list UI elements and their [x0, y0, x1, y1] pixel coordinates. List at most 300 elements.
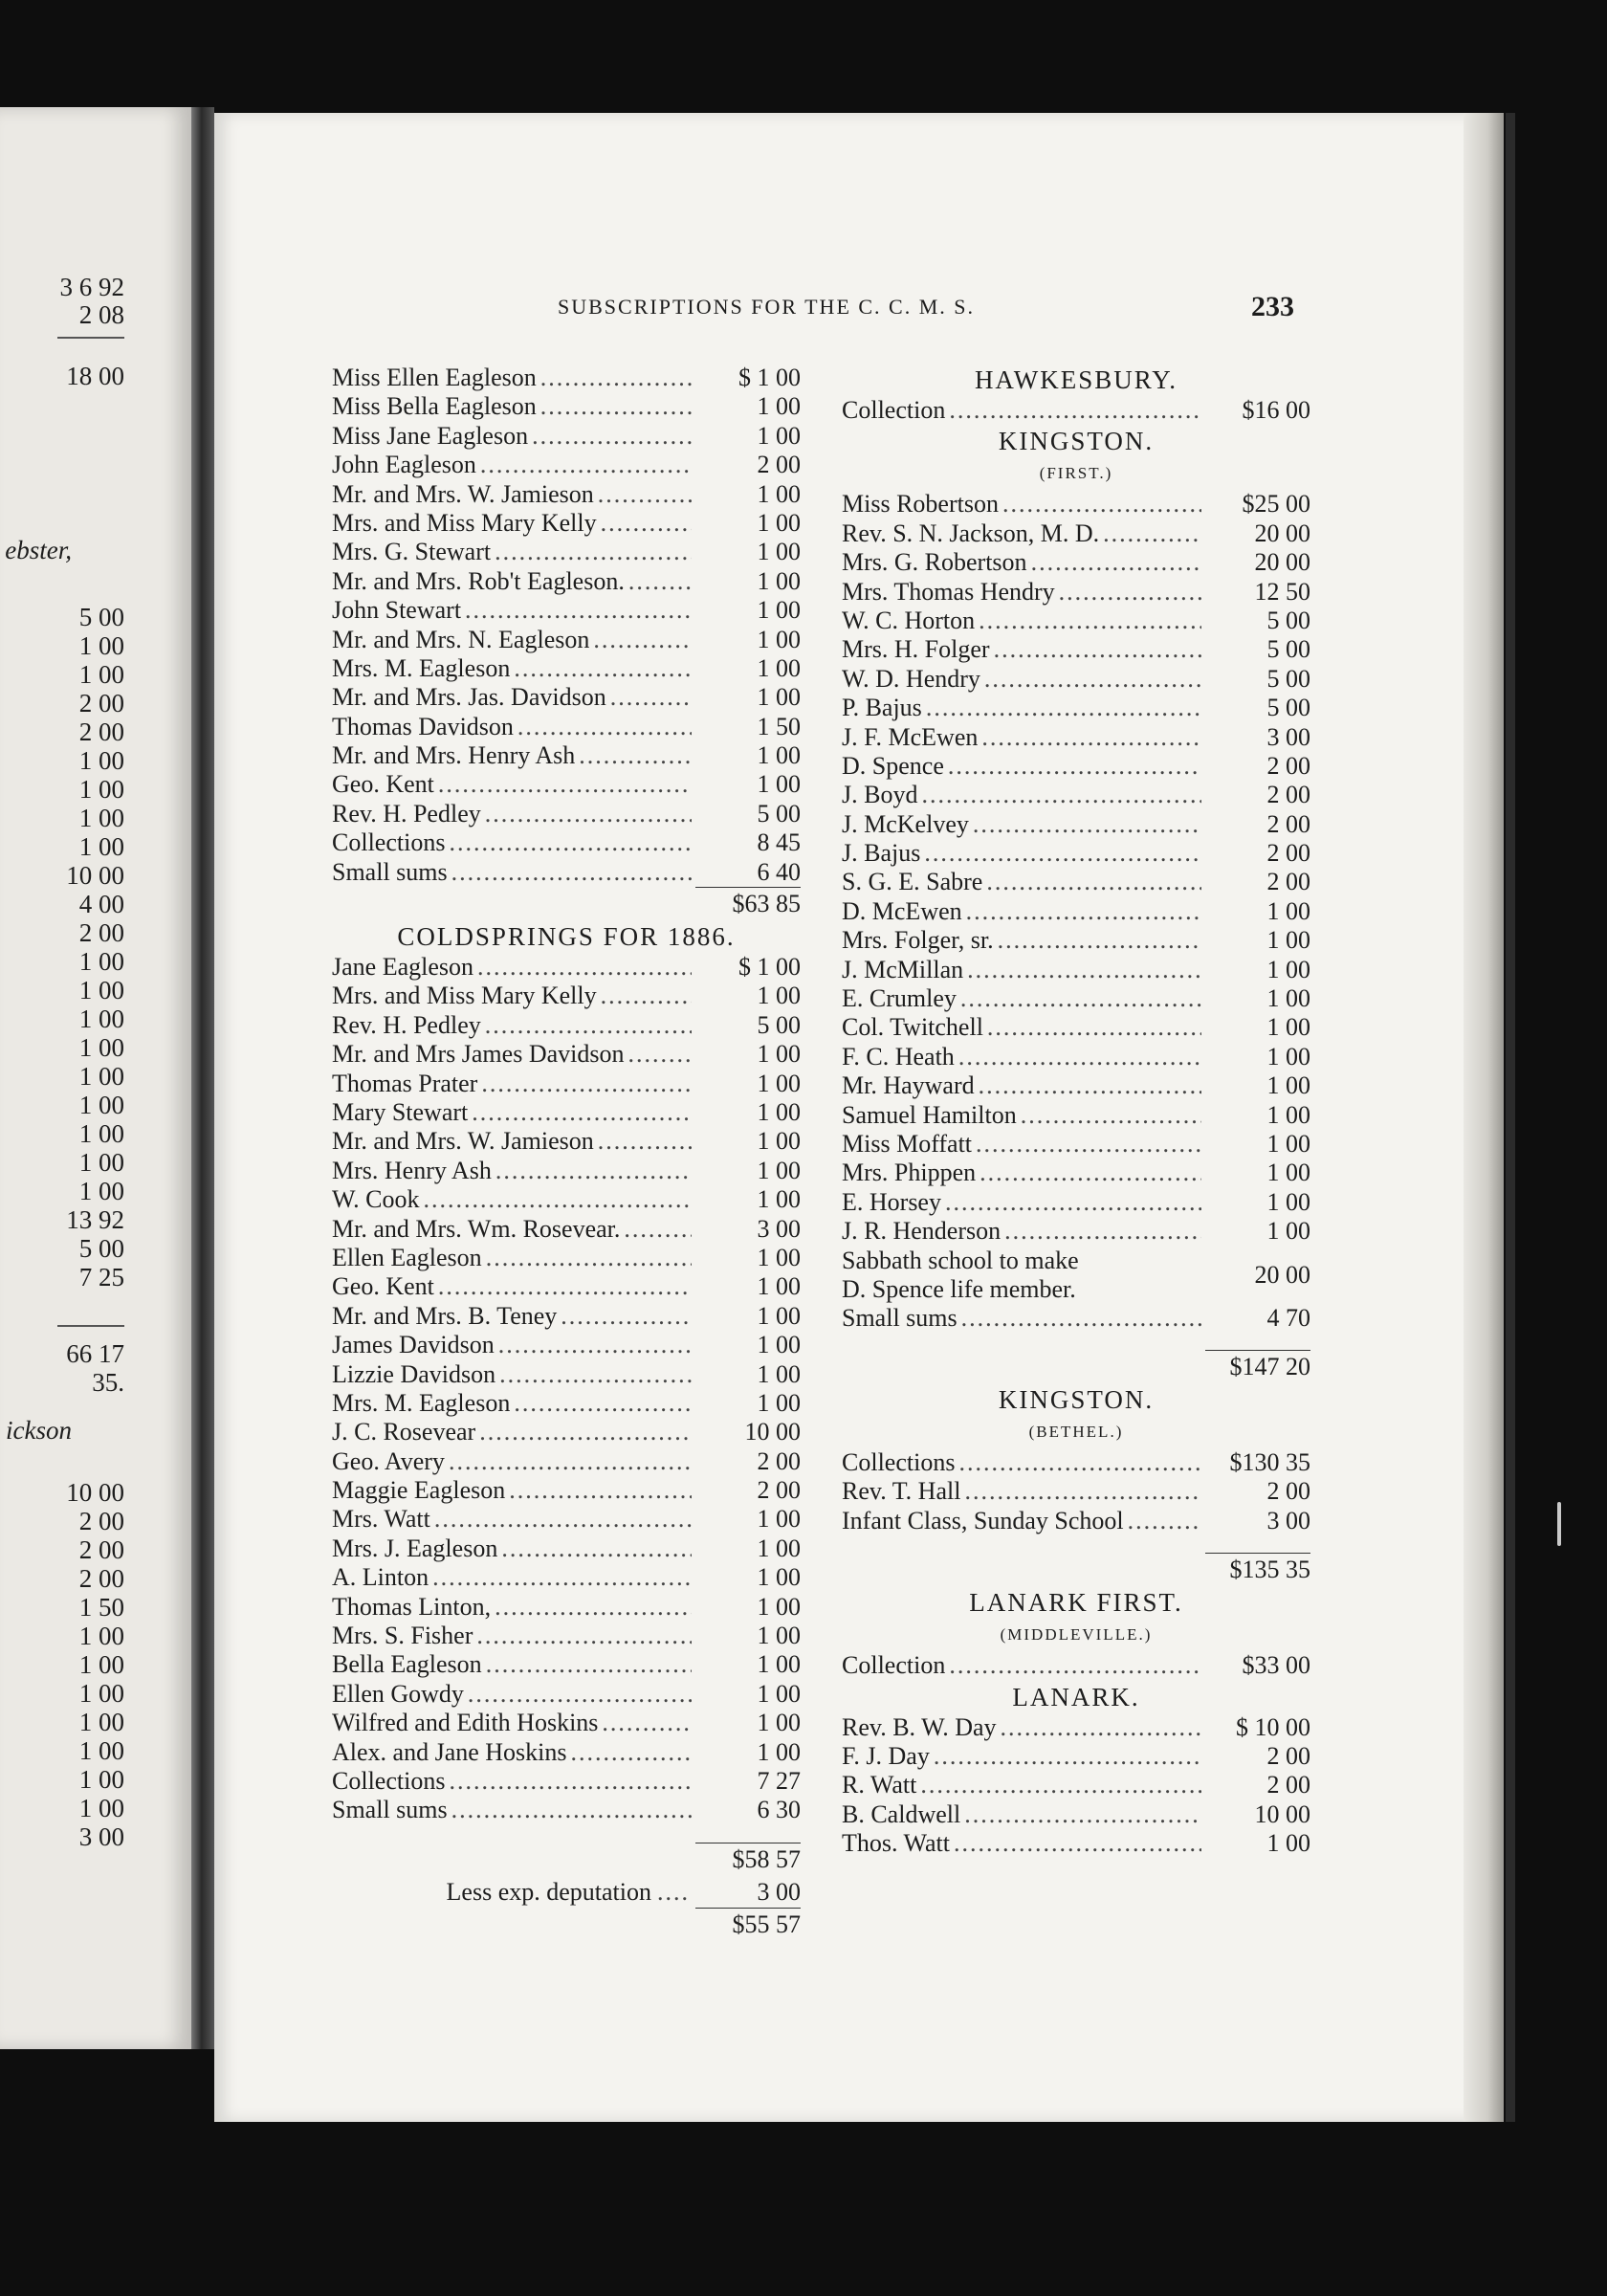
subscription-entry [842, 752, 1310, 781]
subscription-entry [332, 1389, 801, 1418]
subscription-entry [842, 1013, 1310, 1042]
left-page-line: 4 00 [78, 890, 124, 918]
subscription-entry [332, 1302, 801, 1331]
lanark-first-list [842, 1651, 1310, 1680]
subscription-entry [332, 800, 801, 828]
subscription-entry [842, 781, 1310, 809]
right-column [842, 364, 1310, 1858]
entry-name: Mrs. Watt [332, 1505, 430, 1534]
subscription-entry [332, 858, 801, 887]
entry-amount: 2 00 [757, 451, 801, 479]
subscription-entry [842, 607, 1310, 635]
entry-name: Small sums [332, 1796, 448, 1824]
entry-name: W. C. Horton [842, 606, 976, 634]
left-page-line: ebster, [5, 536, 72, 564]
subscription-entry [332, 1447, 801, 1476]
kingston-bethel-list [842, 1448, 1310, 1535]
left-page-line: 2 00 [78, 1535, 124, 1564]
subscription-entry [332, 1650, 801, 1679]
entry-name: Mrs. Folger, sr. [842, 926, 994, 955]
entry-amount: 1 00 [757, 1185, 801, 1214]
entry-name: A. Linton [332, 1563, 429, 1592]
left-page-line: 1 00 [78, 1622, 124, 1650]
subscription-entry [332, 1040, 801, 1069]
subscription-entry [332, 1767, 801, 1796]
kingston-bethel-heading: KINGSTON. [998, 1384, 1155, 1414]
left-page-line: 1 00 [78, 1794, 124, 1822]
entry-name: J. McKelvey [842, 809, 969, 838]
entry-amount: 1 00 [757, 1709, 801, 1737]
entry-amount: 1 00 [757, 1040, 801, 1069]
kingston-bethel-subheading: (BETHEL.) [1028, 1422, 1124, 1441]
less-deputation-row: Less exp. deputation .... 3 00 [332, 1876, 801, 1909]
entry-amount: $130 35 [1229, 1447, 1310, 1476]
left-page-line: 1 00 [78, 832, 124, 861]
entry-amount: 2 00 [757, 1476, 801, 1505]
left-page-line: 1 00 [78, 746, 124, 775]
entry-name: Mrs. H. Folger [842, 635, 990, 664]
left-page-line: 18 00 [66, 362, 124, 390]
left-page-line: 2 00 [78, 689, 124, 718]
subscription-entry [332, 509, 801, 538]
left-page-line: 2 00 [78, 1564, 124, 1593]
entry-amount: 1 00 [757, 1505, 801, 1534]
lanark-list [842, 1713, 1310, 1859]
left-page-line: 1 00 [78, 1148, 124, 1177]
entry-name: J. F. McEwen [842, 722, 979, 751]
subscription-entry [842, 723, 1310, 752]
entry-name: Alex. and Jane Hoskins [332, 1737, 567, 1766]
left-page-line: 1 00 [78, 1650, 124, 1679]
left-page-line: 1 00 [78, 804, 124, 832]
entry-amount: $ 10 00 [1236, 1712, 1310, 1741]
subscription-entry [332, 451, 801, 479]
subscription-entry [842, 1771, 1310, 1799]
entry-name: Collection [842, 396, 946, 424]
subscription-entry [842, 665, 1310, 694]
entry-amount: 5 00 [757, 799, 801, 828]
entry-amount: 1 00 [757, 683, 801, 712]
left-page-line: 1 00 [78, 1062, 124, 1091]
entry-amount: 3 00 [757, 1214, 801, 1243]
subscription-entry [332, 982, 801, 1010]
sabbath-school-entry [842, 1247, 1310, 1304]
entry-amount: 1 00 [757, 421, 801, 450]
subscription-entry [332, 1680, 801, 1709]
subscription-entry [332, 1185, 801, 1214]
entry-name: Mrs. and Miss Mary Kelly [332, 508, 597, 537]
subscription-entry [332, 567, 801, 596]
entry-name: Collections [332, 1766, 446, 1795]
hawkesbury-list [842, 396, 1310, 425]
entry-amount: 1 00 [757, 1243, 801, 1271]
entry-name: Collections [842, 1447, 956, 1476]
entry-name: Mr. and Mrs. Henry Ash [332, 741, 576, 770]
less-amount: 3 00 [695, 1876, 801, 1909]
entry-amount: 1 00 [1266, 1159, 1310, 1187]
subscription-entry [842, 1101, 1310, 1130]
entry-amount: 1 50 [757, 712, 801, 740]
entry-name: Collection [842, 1651, 946, 1680]
entry-amount: 1 00 [1266, 955, 1310, 983]
entry-name: Mrs. G. Robertson [842, 548, 1027, 577]
left-page-line: 2 00 [78, 1507, 124, 1535]
entry-amount: $25 00 [1242, 490, 1310, 519]
left-page-line: 3 6 92 [59, 273, 124, 301]
clip-mark [1557, 1502, 1561, 1546]
entry-name: Mrs. M. Eagleson [332, 1388, 511, 1417]
entry-name: Thomas Davidson [332, 712, 514, 740]
left-page-line: 1 00 [78, 1736, 124, 1765]
entry-name: Mr. and Mrs. B. Teney [332, 1301, 558, 1330]
entry-amount: 1 00 [1266, 1042, 1310, 1071]
entry-name: Ellen Gowdy [332, 1679, 464, 1708]
left-page-sliver [0, 107, 191, 2049]
entry-name: Mr. and Mrs. Wm. Rosevear. [332, 1214, 621, 1243]
subscription-entry [842, 926, 1310, 955]
entry-name: Small sums [332, 857, 448, 886]
subscription-entry [332, 1505, 801, 1534]
subscription-entry [842, 1043, 1310, 1071]
entry-amount: 1 00 [757, 1097, 801, 1126]
entry-amount: 1 00 [757, 1331, 801, 1359]
entry-name: Miss Robertson [842, 490, 999, 519]
entry-name: Miss Bella Eagleson [332, 392, 537, 421]
entry-amount: 1 00 [757, 538, 801, 566]
entry-amount: 20 00 [1254, 548, 1310, 577]
left-page-rule [57, 337, 124, 339]
page-number: 233 [1251, 291, 1294, 322]
left-page-line: 13 92 [66, 1205, 124, 1234]
sabbath-line-1: Sabbath school to make [842, 1246, 1079, 1274]
entry-amount: 1 00 [1266, 1829, 1310, 1858]
left-page-line: 1 50 [78, 1593, 124, 1622]
entry-name: Thomas Linton, [332, 1592, 492, 1621]
subscription-entry [842, 868, 1310, 896]
subscription-entry [842, 1713, 1310, 1742]
entry-amount: 20 00 [1254, 519, 1310, 547]
subscription-entry [332, 1593, 801, 1622]
subscription-entry [332, 828, 801, 857]
entry-name: Wilfred and Edith Hoskins [332, 1709, 599, 1737]
lanark-first-subheading: (MIDDLEVILLE.) [1000, 1625, 1153, 1645]
subscription-entry [332, 480, 801, 509]
subscription-entry [332, 1622, 801, 1650]
entry-amount: 5 00 [1266, 694, 1310, 722]
entry-name: Mary Stewart [332, 1097, 469, 1126]
entry-name: P. Bajus [842, 694, 922, 722]
subscription-entry [842, 1800, 1310, 1829]
subscription-entry [842, 984, 1310, 1013]
entry-name: Samuel Hamilton [842, 1100, 1017, 1129]
entry-name: Mrs. Henry Ash [332, 1156, 492, 1184]
entry-name: E. Crumley [842, 984, 957, 1013]
less-label: Less exp. deputation [446, 1877, 651, 1906]
left-page-line: 1 00 [78, 1765, 124, 1794]
subscription-entry [332, 1418, 801, 1446]
entry-amount: 1 00 [1266, 1100, 1310, 1129]
left-page-line: 2 08 [78, 300, 124, 329]
subscription-entry [332, 1738, 801, 1767]
entry-name: S. G. E. Sabre [842, 868, 983, 896]
eagleson-total: $63 85 [695, 887, 801, 920]
entry-amount: 1 00 [757, 566, 801, 595]
entry-amount: 1 00 [757, 1679, 801, 1708]
left-page-line: 7 25 [78, 1263, 124, 1292]
entry-amount: 1 00 [1266, 984, 1310, 1013]
entry-name: Miss Ellen Eagleson [332, 364, 537, 391]
right-dark-edge [1506, 113, 1515, 2122]
subscription-entry [842, 956, 1310, 984]
lanark-heading: LANARK. [1012, 1682, 1140, 1711]
subscription-entry [842, 897, 1310, 926]
entry-amount: 10 00 [744, 1418, 801, 1446]
entry-amount: 8 45 [757, 828, 801, 857]
subscription-entry [842, 635, 1310, 664]
coldsprings-total: $55 57 [732, 1910, 801, 1938]
entry-name: Geo. Kent [332, 770, 434, 799]
subscription-entry [332, 741, 801, 770]
running-title: SUBSCRIPTIONS FOR THE C. C. M. S. [558, 295, 976, 319]
left-page-line: 1 00 [78, 1177, 124, 1205]
entry-name: Rev. H. Pedley [332, 1010, 481, 1039]
entry-amount: 5 00 [1266, 635, 1310, 664]
entry-name: W. Cook [332, 1185, 420, 1214]
coldsprings-list [332, 953, 801, 1825]
entry-amount: 1 00 [757, 1650, 801, 1679]
entry-name: Mr. and Mrs. W. Jamieson [332, 479, 594, 508]
subscription-entry [332, 1011, 801, 1040]
entry-amount: 5 00 [1266, 606, 1310, 634]
subscription-entry [332, 1796, 801, 1824]
entry-name: Infant Class, Sunday School [842, 1506, 1124, 1534]
entry-name: Lizzie Davidson [332, 1359, 496, 1388]
left-page-line: ickson [6, 1416, 72, 1445]
entry-amount: 2 00 [1266, 1771, 1310, 1799]
subscription-entry [842, 1742, 1310, 1771]
entry-amount: 1 00 [1266, 896, 1310, 925]
kingston-first-heading: KINGSTON. [998, 427, 1155, 456]
subscription-entry [332, 683, 801, 712]
entry-name: Mr. Hayward [842, 1071, 975, 1100]
left-page-line: 10 00 [66, 861, 124, 890]
subscription-entry [842, 1071, 1310, 1100]
left-page-line: 5 00 [78, 603, 124, 631]
subscription-entry [842, 490, 1310, 519]
subscription-entry [842, 1651, 1310, 1680]
entry-amount: 3 00 [1266, 1506, 1310, 1534]
entry-amount: 1 00 [757, 1563, 801, 1592]
entry-name: Rev. H. Pedley [332, 799, 481, 828]
subscription-entry [842, 1507, 1310, 1535]
entry-name: Miss Jane Eagleson [332, 421, 529, 450]
subscription-entry [332, 1360, 801, 1389]
entry-name: D. Spence [842, 751, 944, 780]
eagleson-list [332, 364, 801, 887]
entry-amount: 1 00 [757, 741, 801, 770]
entry-amount: 1 00 [757, 596, 801, 625]
subscription-entry [332, 1563, 801, 1592]
entry-amount: 2 00 [1266, 868, 1310, 896]
entry-name: Jane Eagleson [332, 953, 474, 982]
left-page-line: 1 00 [78, 631, 124, 660]
entry-amount: $ 1 00 [738, 364, 801, 391]
left-page-line: 66 17 [66, 1339, 124, 1368]
left-page-line: 2 00 [78, 918, 124, 947]
entry-amount: 1 00 [757, 508, 801, 537]
entry-amount: $ 1 00 [738, 953, 801, 982]
kingston-first-small-sums: Small sums ..... 4 70 [842, 1304, 1310, 1333]
entry-amount: 1 00 [757, 1301, 801, 1330]
left-page-line: 2 00 [78, 718, 124, 746]
entry-amount: 6 30 [757, 1796, 801, 1824]
subscription-entry [842, 396, 1310, 425]
subscription-entry [842, 810, 1310, 839]
entry-amount: 1 00 [1266, 926, 1310, 955]
subscription-entry [842, 1829, 1310, 1858]
subscription-entry [332, 538, 801, 566]
subscription-entry [332, 1709, 801, 1737]
entry-name: J. Bajus [842, 839, 921, 868]
entry-name: Miss Moffatt [842, 1129, 973, 1158]
entry-amount: 12 50 [1254, 577, 1310, 606]
subscription-entry [332, 596, 801, 625]
left-page-line: 1 00 [78, 1119, 124, 1148]
entry-amount: 1 00 [757, 1127, 801, 1156]
entry-name: F. J. Day [842, 1741, 930, 1770]
entry-amount: 1 00 [757, 1534, 801, 1562]
entry-name: F. C. Heath [842, 1042, 955, 1071]
entry-amount: 1 00 [757, 1272, 801, 1301]
entry-name: Mr. and Mrs. W. Jamieson [332, 1127, 594, 1156]
entry-name: James Davidson [332, 1331, 495, 1359]
entry-name: Rev. T. Hall [842, 1477, 961, 1506]
entry-name: Rev. S. N. Jackson, M. D. [842, 519, 1100, 547]
left-page-line: 1 00 [78, 1004, 124, 1033]
sabbath-line-2: D. Spence life member. [842, 1274, 1076, 1303]
entry-name: Mrs. and Miss Mary Kelly [332, 982, 597, 1010]
entry-name: W. D. Hendry [842, 664, 980, 693]
subscription-entry [332, 364, 801, 392]
entry-name: Mrs. M. Eagleson [332, 653, 511, 682]
entry-amount: 2 00 [1266, 809, 1310, 838]
entry-name: Mrs. Thomas Hendry [842, 577, 1055, 606]
entry-name: Mrs. Phippen [842, 1159, 977, 1187]
entry-amount: 1 00 [1266, 1071, 1310, 1100]
entry-amount: 5 00 [1266, 664, 1310, 693]
subscription-entry [842, 578, 1310, 607]
coldsprings-heading: COLDSPRINGS FOR 1886. [397, 922, 736, 952]
left-page-line: 1 00 [78, 1091, 124, 1119]
entry-name: Geo. Kent [332, 1272, 434, 1301]
left-page-line: 1 00 [78, 660, 124, 689]
entry-amount: 2 00 [1266, 1477, 1310, 1506]
page-edge-shadow [1464, 113, 1504, 2122]
sabbath-amount: 20 00 [1254, 1260, 1310, 1289]
entry-amount: 1 00 [757, 1592, 801, 1621]
entry-amount: 2 00 [757, 1446, 801, 1475]
entry-amount: 1 00 [757, 479, 801, 508]
subscription-entry [842, 519, 1310, 548]
subscription-entry [842, 1217, 1310, 1246]
entry-amount: 1 00 [757, 625, 801, 653]
entry-name: Thos. Watt [842, 1829, 950, 1858]
subscription-entry [842, 1130, 1310, 1159]
subscription-entry [842, 694, 1310, 722]
left-page-line: 1 00 [78, 976, 124, 1004]
entry-amount: 1 00 [1266, 1217, 1310, 1246]
entry-amount: 1 00 [757, 1069, 801, 1097]
entry-amount: 1 00 [1266, 1187, 1310, 1216]
left-page-line: 1 00 [78, 1679, 124, 1708]
left-column [332, 364, 801, 1941]
left-page-line: 3 00 [78, 1822, 124, 1851]
entry-amount: 1 00 [757, 392, 801, 421]
entry-amount: 6 40 [757, 857, 801, 886]
subscription-entry [332, 1127, 801, 1156]
entry-name: Geo. Avery [332, 1446, 445, 1475]
entry-name: Col. Twitchell [842, 1013, 983, 1042]
entry-amount: 1 00 [757, 770, 801, 799]
left-page-line: 35. [92, 1368, 124, 1397]
entry-amount: 3 00 [1266, 722, 1310, 751]
left-page-line: 1 00 [78, 1033, 124, 1062]
lanark-first-heading: LANARK FIRST. [969, 1588, 1183, 1618]
entry-name: Mr. and Mrs. N. Eagleson [332, 625, 590, 653]
entry-name: Mr. and Mrs. Jas. Davidson [332, 683, 606, 712]
subscription-entry [842, 1448, 1310, 1477]
entry-amount: 1 00 [757, 982, 801, 1010]
hawkesbury-heading: HAWKESBURY. [974, 365, 1178, 394]
entry-name: E. Horsey [842, 1187, 941, 1216]
entry-amount: 1 00 [757, 1156, 801, 1184]
entry-name: John Stewart [332, 596, 462, 625]
left-page-rule [57, 1325, 124, 1327]
entry-amount: 7 27 [757, 1766, 801, 1795]
entry-name: R. Watt [842, 1771, 917, 1799]
coldsprings-subtotal: $58 57 [695, 1843, 801, 1876]
subscription-entry [332, 1215, 801, 1244]
entry-amount: 2 00 [1266, 751, 1310, 780]
entry-amount: 1 00 [757, 1622, 801, 1650]
entry-amount: 1 00 [757, 1388, 801, 1417]
entry-name: J. R. Henderson [842, 1217, 1002, 1246]
entry-name: B. Caldwell [842, 1799, 961, 1828]
entry-amount: 1 00 [757, 1359, 801, 1388]
subscription-entry [332, 1331, 801, 1359]
subscription-entry [332, 1534, 801, 1563]
subscription-entry [332, 1244, 801, 1272]
kingston-first-total: $147 20 [1205, 1350, 1310, 1383]
subscription-entry [332, 1098, 801, 1127]
entry-name: John Eagleson [332, 451, 476, 479]
entry-name: Rev. B. W. Day [842, 1712, 997, 1741]
entry-amount: $16 00 [1242, 396, 1310, 424]
entry-name: Bella Eagleson [332, 1650, 482, 1679]
subscription-entry [842, 548, 1310, 577]
left-page-line: 5 00 [78, 1234, 124, 1263]
entry-name: Mr. and Mrs James Davidson [332, 1040, 625, 1069]
entry-amount: $33 00 [1242, 1651, 1310, 1680]
entry-name: J. McMillan [842, 955, 964, 983]
kingston-first-list [842, 490, 1310, 1246]
entry-amount: 1 00 [1266, 1129, 1310, 1158]
kingston-first-subheading: (FIRST.) [1039, 464, 1113, 483]
left-page-line: 1 00 [78, 775, 124, 804]
subscription-entry [332, 770, 801, 799]
entry-name: Mrs. S. Fisher [332, 1622, 473, 1650]
subscription-entry [332, 1070, 801, 1098]
